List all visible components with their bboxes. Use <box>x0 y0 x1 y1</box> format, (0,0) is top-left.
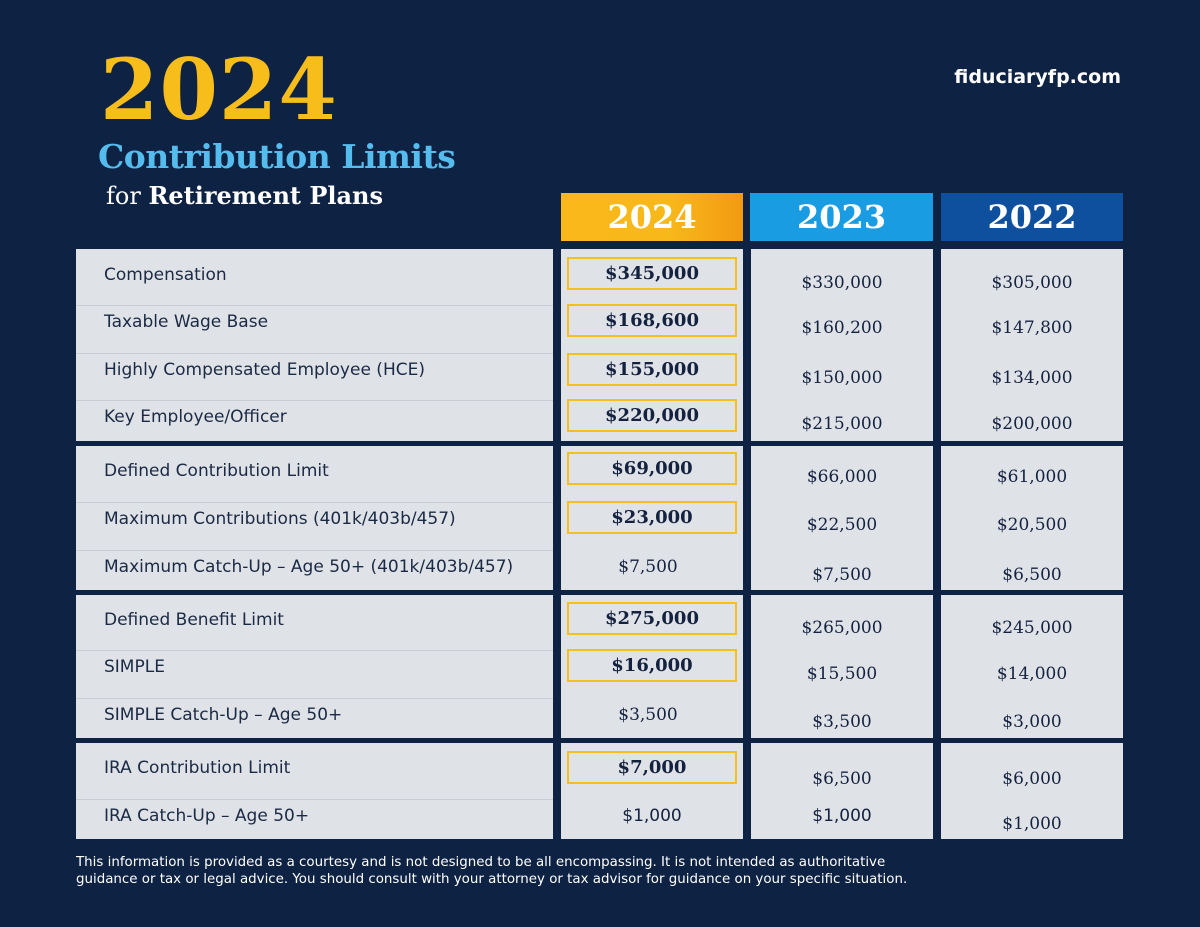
row-separator <box>76 353 553 354</box>
value-2022: $14,000 <box>996 664 1068 684</box>
value-2023: $7,500 <box>812 565 872 585</box>
subtitle-prefix: for <box>106 182 141 210</box>
header-subtitle <box>106 181 384 210</box>
header-year: 2024 <box>100 40 338 139</box>
row-label: IRA Catch-Up – Age 50+ <box>104 806 310 826</box>
value-2024-highlighted: $69,000 <box>567 452 737 485</box>
row-label: Maximum Contributions (401k/403b/457) <box>104 509 456 529</box>
disclaimer <box>76 854 1076 888</box>
column-header-2022: 2022 <box>941 193 1123 241</box>
value-2023: $22,500 <box>806 515 878 535</box>
row-separator <box>76 650 553 651</box>
value-2022: $6,500 <box>1002 565 1062 585</box>
value-2022: $305,000 <box>991 273 1073 293</box>
column-header-2024: 2024 <box>561 193 743 241</box>
value-2024-highlighted: $16,000 <box>567 649 737 682</box>
value-2024-highlighted: $155,000 <box>567 353 737 386</box>
value-2022: $3,000 <box>1002 712 1062 732</box>
header-title: Contribution Limits <box>98 137 456 176</box>
row-label: Taxable Wage Base <box>104 312 269 332</box>
value-2022: $61,000 <box>996 467 1068 487</box>
value-2024-highlighted: $23,000 <box>567 501 737 534</box>
value-2024-highlighted: $7,000 <box>567 751 737 784</box>
row-label: IRA Contribution Limit <box>104 758 291 778</box>
row-label: Maximum Catch-Up – Age 50+ (401k/403b/457) <box>104 557 514 577</box>
value-2022: $147,800 <box>991 318 1073 338</box>
value-2023: $215,000 <box>801 414 883 434</box>
column-header-2023: 2023 <box>750 193 933 241</box>
value-2022: $245,000 <box>991 618 1073 638</box>
row-label: Highly Compensated Employee (HCE) <box>104 360 425 380</box>
value-2023: $330,000 <box>801 273 883 293</box>
value-2022: $6,000 <box>1002 769 1062 789</box>
value-2023: $3,500 <box>812 712 872 732</box>
row-label: Defined Benefit Limit <box>104 610 284 630</box>
disclaimer-line-2: guidance or tax or legal advice. You should consult with your attorney or tax advisor for guidance on your specific situation. <box>76 872 908 887</box>
value-2022: $200,000 <box>991 414 1073 434</box>
value-2024: $3,500 <box>618 705 678 725</box>
value-2024-highlighted: $168,600 <box>567 304 737 337</box>
value-2024: $1,000 <box>622 806 682 826</box>
value-2023: $6,500 <box>812 769 872 789</box>
row-label: SIMPLE <box>104 657 165 677</box>
row-label: SIMPLE Catch-Up – Age 50+ <box>104 705 343 725</box>
row-separator <box>76 550 553 551</box>
value-2024-highlighted: $345,000 <box>567 257 737 290</box>
disclaimer-line-1: This information is provided as a courtesy and is not designed to be all encompassing. It is not intended as authoritative <box>76 855 886 870</box>
row-separator <box>76 305 553 306</box>
value-2022: $1,000 <box>1002 814 1062 834</box>
value-2022: $134,000 <box>991 368 1073 388</box>
row-separator <box>76 502 553 503</box>
row-separator <box>76 698 553 699</box>
value-2023: $150,000 <box>801 368 883 388</box>
value-2023: $15,500 <box>806 664 878 684</box>
value-2024-highlighted: $220,000 <box>567 399 737 432</box>
row-label: Compensation <box>104 265 227 285</box>
value-2023: $265,000 <box>801 618 883 638</box>
row-separator <box>76 799 553 800</box>
row-separator <box>76 400 553 401</box>
site-link[interactable]: fiduciaryfp.com <box>954 66 1121 88</box>
value-2023: $1,000 <box>812 806 872 826</box>
value-2024: $7,500 <box>618 557 678 577</box>
value-2024-highlighted: $275,000 <box>567 602 737 635</box>
row-label: Key Employee/Officer <box>104 407 287 427</box>
value-2023: $160,200 <box>801 318 883 338</box>
value-2023: $66,000 <box>806 467 878 487</box>
row-label: Defined Contribution Limit <box>104 461 329 481</box>
value-2022: $20,500 <box>996 515 1068 535</box>
subtitle-bold: Retirement Plans <box>148 181 384 210</box>
